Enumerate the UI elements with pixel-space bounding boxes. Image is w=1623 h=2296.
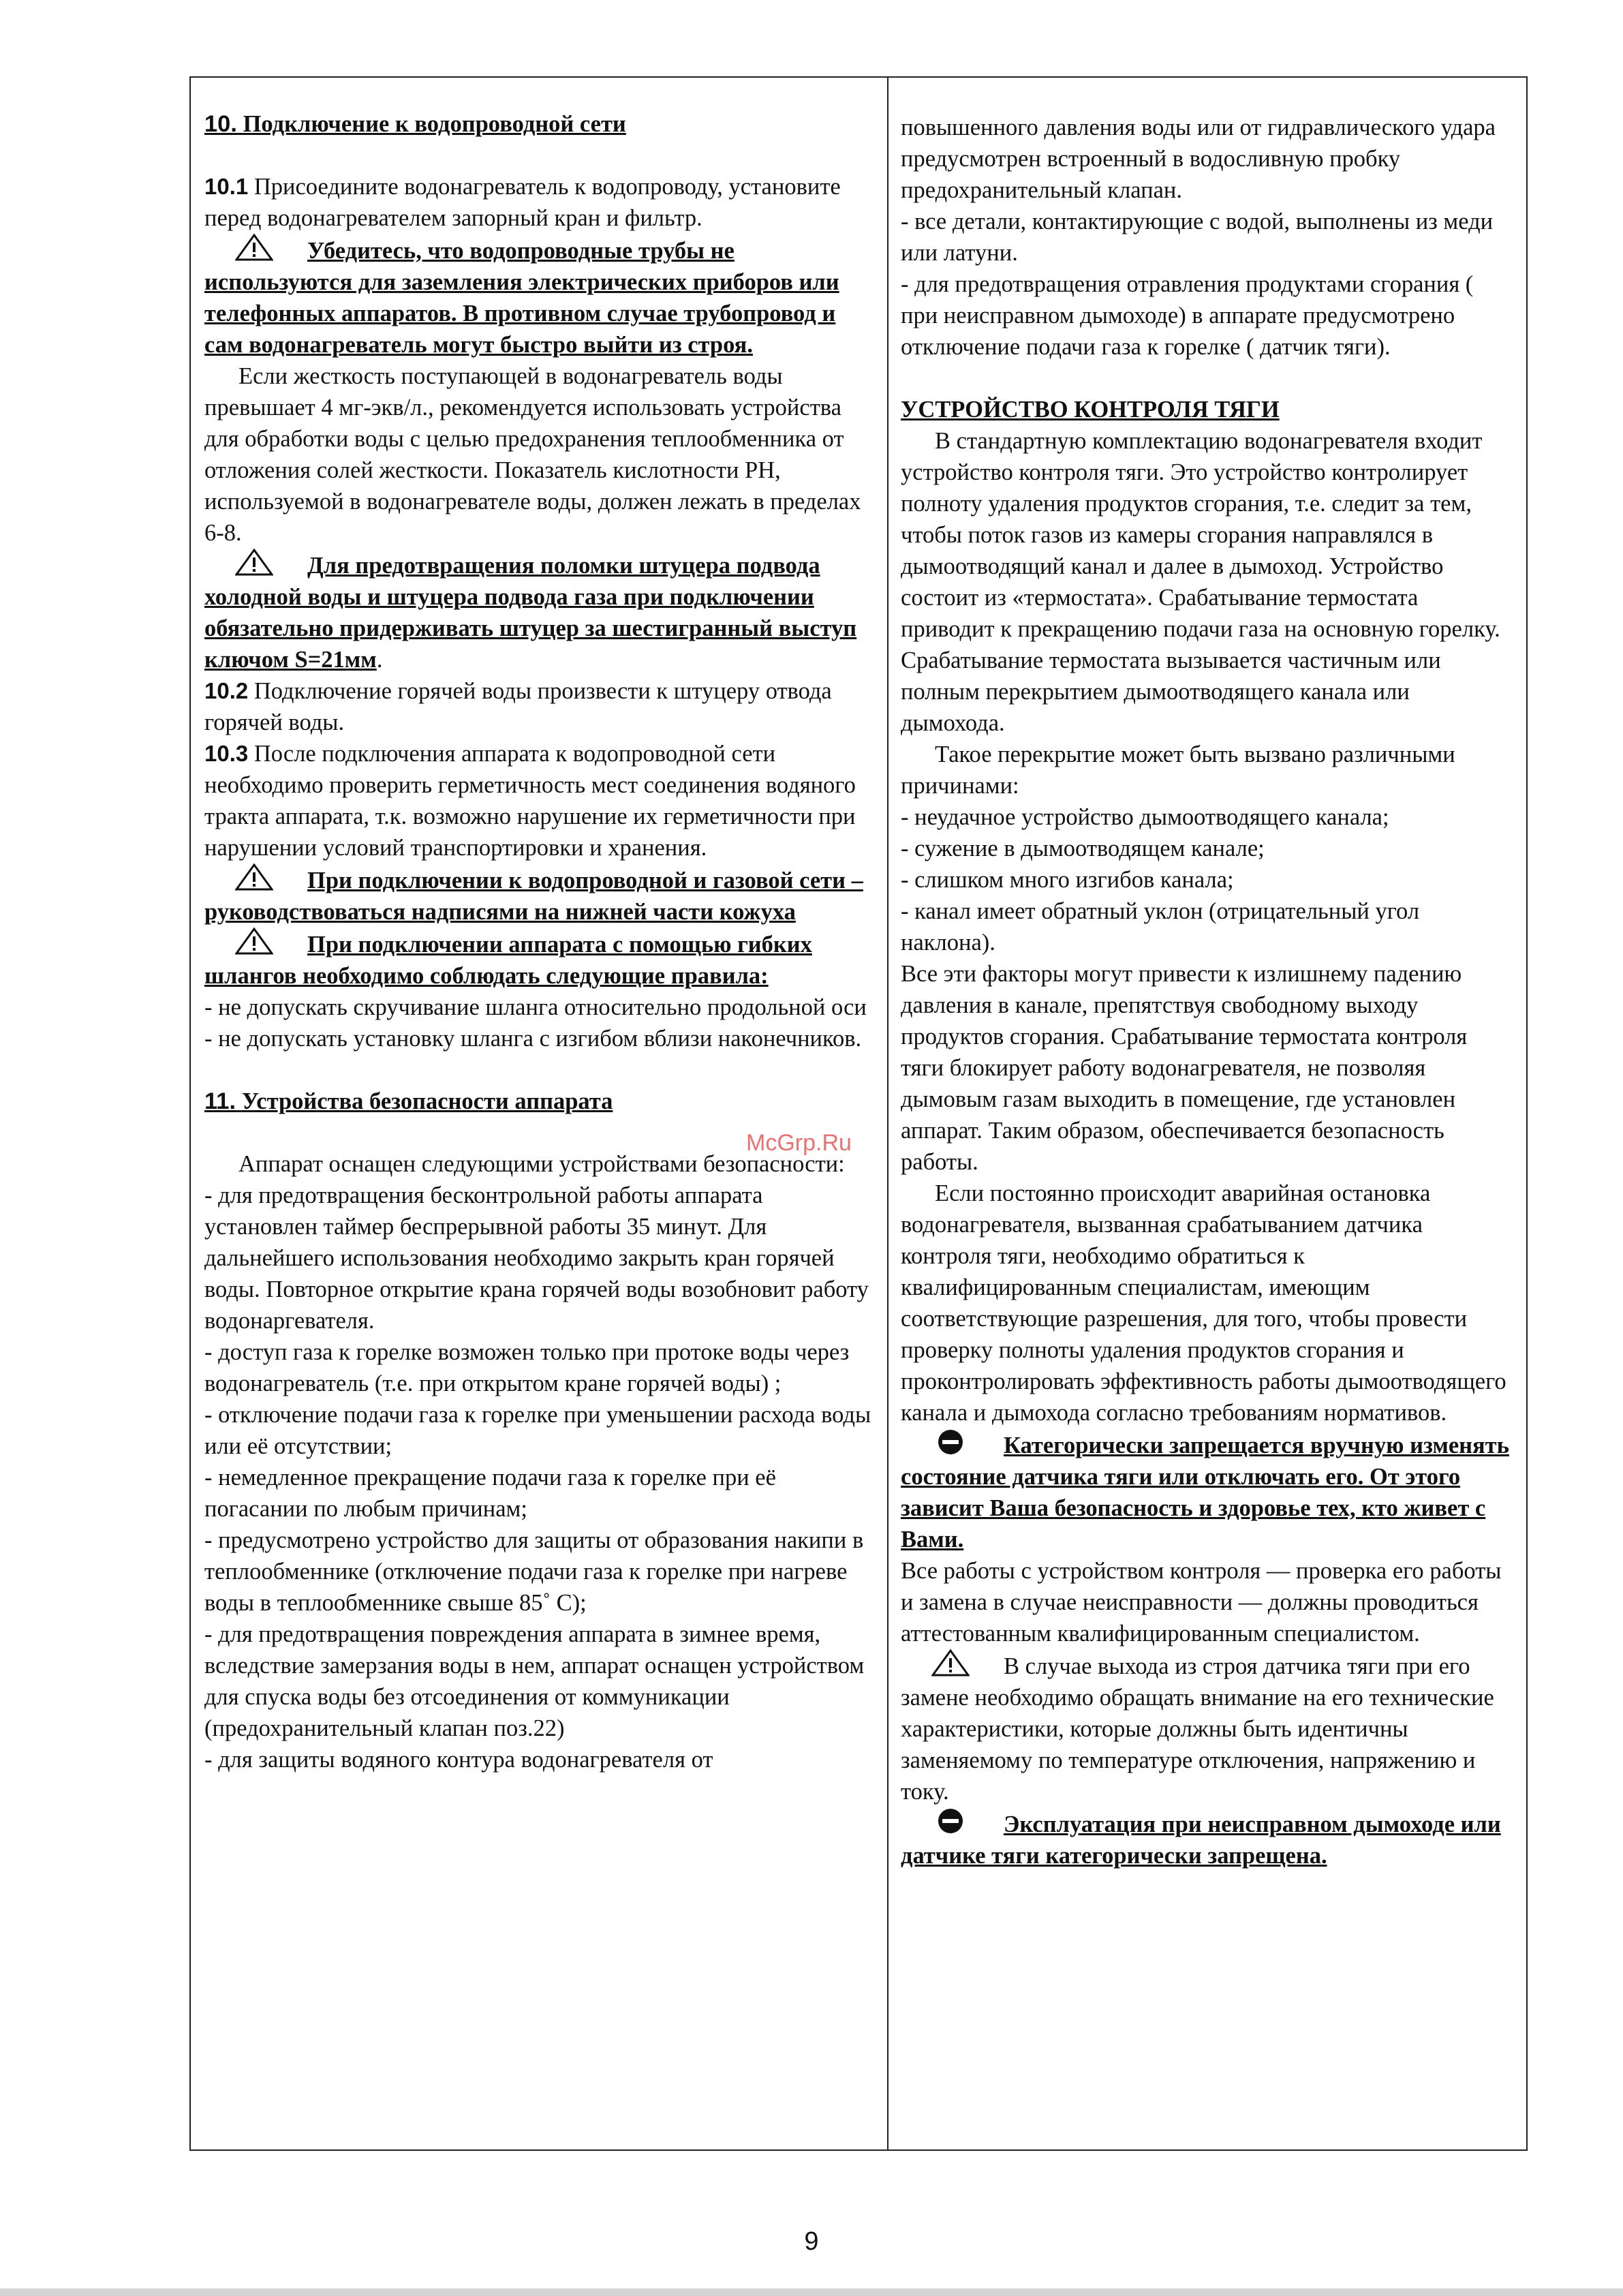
section-10-number: 10. bbox=[204, 111, 237, 137]
safety-item: - доступ газа к горелке возможен только при протоке воды через водонагреватель (т.е. при открытом кране горячей воды) ; bbox=[204, 1339, 850, 1396]
paragraph-10-3: 10.3 После подключения аппарата к водопроводной сети необходимо проверить герметичность мест соединения водяного тракта аппарата, т.к. возможно нарушение их герметичности при нарушении условий транспортировки и хранения. bbox=[204, 741, 856, 861]
section-11-heading bbox=[204, 1086, 876, 1117]
warning-triangle-icon bbox=[235, 549, 273, 576]
paragraph-10-2: 10.2 Подключение горячей воды произвести к штуцеру отвода горячей воды. bbox=[204, 678, 832, 735]
watermark: McGrp.Ru bbox=[746, 1130, 852, 1156]
warning-grounding: Убедитесь, что водопроводные трубы не используются для заземления электрических приборов или телефонных аппаратов. В противном случае трубопровод и сам водонагреватель могут быстро выйти из строя. bbox=[204, 234, 876, 361]
warning-triangle-icon bbox=[235, 928, 273, 955]
warning-hoses: При подключении аппарата с помощью гибких шлангов необходимо соблюдать следующие правила: bbox=[204, 928, 876, 992]
safety-item: - для защиты водяного контура водонагревателя от bbox=[204, 1747, 713, 1773]
safety-item: - отключение подачи газа к горелке при уменьшении расхода воды или её отсутствии; bbox=[204, 1402, 871, 1459]
section-10-title: Подключение к водопроводной сети bbox=[243, 111, 626, 137]
hose-rule-1: - не допускать скручивание шланга относительно продольной оси bbox=[204, 994, 867, 1020]
clause-number: 10.1 bbox=[204, 174, 249, 199]
draft-paragraph-1: В стандартную комплектацию водонагревателя входит устройство контроля тяги. Это устройство контролирует полноту удаления продуктов сгорания, т.е. следит за тем, чтобы поток газов из камеры сгорания направлялся в дымоотводящий канал и далее в дымоход. Устройство состоит из «термостата». Срабатывание термостата приводит к прекращению подачи газа на основную горелку. Срабатывание термостата вызывается частичным или полным перекрытием дымоотводящего канала или дымохода. bbox=[901, 428, 1500, 736]
draft-paragraph-4: Если постоянно происходит аварийная остановка водонагревателя, вызванная срабатыванием датчика контроля тяги, необходимо обратиться к квалифицированным специалистам, имеющим соответствующие разрешения, для того, чтобы провести проверку полноты удаления продуктов сгорания и проконтролировать эффективность работы дымоотводящего канала и дымохода согласно требованиям нормативов. bbox=[901, 1180, 1506, 1426]
draft-control-heading: УСТРОЙСТВО КОНТРОЛЯ ТЯГИ bbox=[901, 397, 1280, 423]
cause-item: - канал имеет обратный уклон (отрицательный угол наклона). bbox=[901, 898, 1420, 955]
prohibition-icon bbox=[931, 1428, 970, 1456]
warning-sensor: В случае выхода из строя датчика тяги при его замене необходимо обращать внимание на его технические характеристики, которые должны быть идентичны заменяемому по температуре отключения, напряжению и току. bbox=[901, 1649, 1514, 1807]
safety-item: - для предотвращения повреждения аппарата в зимнее время, вследствие замерзания воды в нем, аппарат оснащен устройством для спуска воды без отсоединения от коммуникации (предохранительный клапан поз.22) bbox=[204, 1621, 865, 1741]
prohibition-icon bbox=[931, 1807, 970, 1835]
paragraph-10-1: 10.1 Присоедините водонагреватель к водопроводу, установите перед водонагревателем запорный кран и фильтр. bbox=[204, 174, 841, 231]
draft-paragraph-5: Все работы с устройством контроля — проверка его работы и замена в случае неисправности — должны проводиться аттестованным квалифицированным специалистом. bbox=[901, 1558, 1502, 1647]
section-11-title: Устройства безопасности аппарата bbox=[241, 1088, 613, 1114]
warning-triangle-icon bbox=[235, 234, 273, 261]
cause-item: - неудачное устройство дымоотводящего канала; bbox=[901, 804, 1389, 830]
right-column bbox=[901, 112, 1514, 1871]
safety-item: - немедленное прекращение подачи газа к горелке при её погасании по любым причинам; bbox=[204, 1465, 776, 1522]
section-11-number: 11. bbox=[204, 1088, 236, 1114]
safety-item: - для предотвращения бесконтрольной работы аппарата установлен таймер беспрерывной работы 35 минут. Для дальнейшего использования необходимо закрыть кран горячей воды. Повторное открытие крана горячей воды возобновит работу водонаргевателя. bbox=[204, 1182, 869, 1334]
warning-fitting: Для предотвращения поломки штуцера подвода холодной воды и штуцера подвода газа при подключении обязательно придерживать штуцер за шестигранный выступ ключом S=21мм. bbox=[204, 549, 876, 675]
safety-item: - предусмотрено устройство для защиты от образования накипи в теплообменнике (отключение подачи газа к горелке при нагреве воды в теплообменнике свыше 85˚ С); bbox=[204, 1527, 864, 1616]
draft-paragraph-2: Такое перекрытие может быть вызвано различными причинами: bbox=[901, 741, 1455, 799]
bottom-border bbox=[0, 2289, 1623, 2296]
cause-item: - сужение в дымоотводящем канале; bbox=[901, 836, 1265, 861]
warning-triangle-icon bbox=[931, 1649, 970, 1677]
warning-labels: При подключении к водопроводной и газовой сети –руководствоваться надписями на нижней части кожуха bbox=[204, 863, 876, 928]
continued-text-2: - все детали, контактирующие с водой, выполнены из меди или латуни. bbox=[901, 209, 1494, 266]
continued-text-3: - для предотвращения отравления продуктами сгорания ( при неисправном дымоходе) в аппарате предусмотрено отключение подачи газа к горелке ( датчик тяги). bbox=[901, 271, 1474, 360]
hose-rule-2: - не допускать установку шланга с изгибом вблизи наконечников. bbox=[204, 1026, 862, 1052]
warning-triangle-icon bbox=[235, 863, 273, 891]
page-frame bbox=[189, 76, 1528, 2151]
prohibition-1: Категорически запрещается вручную изменять состояние датчика тяги или отключать его. От этого зависит Ваша безопасность и здоровье тех, кто живет с Вами. bbox=[901, 1428, 1514, 1555]
draft-paragraph-3: Все эти факторы могут привести к излишнему падению давления в канале, препятствуя свободному выходу продуктов сгорания. Срабатывание термостата контроля тяги блокирует работу водонагревателя, не позволяя дымовым газам выходить в помещение, где установлен аппарат. Таким образом, обеспечивается безопасность работы. bbox=[901, 961, 1468, 1175]
column-divider bbox=[887, 78, 888, 2149]
page-number: 9 bbox=[804, 2227, 819, 2256]
continued-text: повышенного давления воды или от гидравлического удара предусмотрен встроенный в водосливную пробку предохранительный клапан. bbox=[901, 114, 1496, 203]
left-column bbox=[204, 108, 876, 1775]
prohibition-2: Эксплуатация при неисправном дымоходе или датчике тяги категорически запрещена. bbox=[901, 1807, 1514, 1871]
section-10-heading bbox=[204, 108, 876, 140]
paragraph-hardness: Если жесткость поступающей в водонагреватель воды превышает 4 мг-экв/л., рекомендуется использовать устройства для обработки воды с целью предохранения теплообменника от отложения солей жесткости. Показатель кислотности РН, используемой в водонагревателе воды, должен лежать в пределах 6-8. bbox=[204, 363, 861, 546]
safety-intro: Аппарат оснащен следующими устройствами безопасности: bbox=[238, 1151, 845, 1177]
cause-item: - слишком много изгибов канала; bbox=[901, 867, 1234, 893]
clause-number: 10.3 bbox=[204, 741, 249, 766]
clause-number: 10.2 bbox=[204, 678, 249, 703]
